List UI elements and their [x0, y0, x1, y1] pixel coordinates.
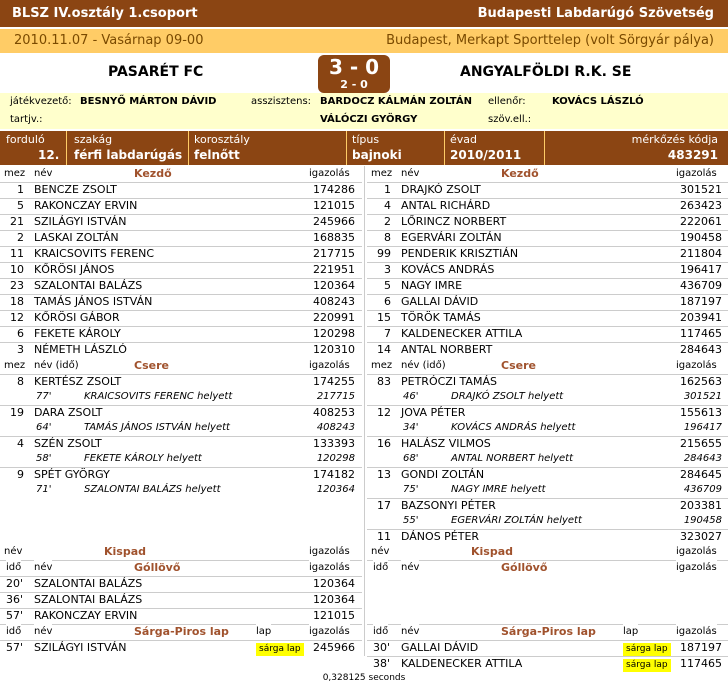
section-bench-title: Kispad — [471, 545, 514, 558]
sub-id: 203381 — [680, 499, 722, 512]
player-name: NÉMETH LÁSZLÓ — [34, 343, 127, 356]
card-player-id: 117465 — [680, 657, 722, 670]
col-time-header: idő — [6, 560, 21, 576]
goal-scorer: SZALONTAI BALÁZS — [34, 593, 143, 606]
col-card-header: lap — [623, 624, 638, 640]
type-value: bajnoki — [352, 148, 402, 162]
player-name: TÖRÖK TAMÁS — [401, 311, 481, 324]
card-player: GALLAI DÁVID — [401, 641, 479, 654]
section-goals-title: Góllövő — [134, 561, 181, 574]
sub-name: DÁNOS PÉTER — [401, 530, 480, 543]
section-subs-title: Csere — [134, 359, 169, 372]
sub-name: SPÉT GYÖRGY — [34, 468, 110, 481]
age-label: korosztály — [194, 133, 250, 146]
sub-name: BAZSONYI PÉTER — [401, 499, 496, 512]
sub-replaced-id: 408243 — [316, 422, 355, 433]
col-name-header: név — [371, 544, 389, 560]
match-venue: Budapest, Merkapt Sporttelep (volt Sörgyár pálya) — [386, 33, 714, 48]
player-name: SZALONTAI BALÁZS — [34, 279, 143, 292]
player-id: 187197 — [680, 295, 722, 308]
col-time-header: idő — [6, 624, 21, 640]
sub-id: 174255 — [313, 375, 355, 388]
sub-id: 408253 — [313, 406, 355, 419]
col-mez-header: mez — [371, 166, 392, 182]
player-id: 121015 — [313, 199, 355, 212]
referee-name: BESNYŐ MÁRTON DÁVID — [80, 96, 217, 107]
col-name-header: név — [34, 560, 52, 576]
away-team-name: ANGYALFÖLDI R.K. SE — [460, 64, 632, 80]
section-subs-title: Csere — [501, 359, 536, 372]
col-name-header: név — [34, 624, 52, 640]
sub-number: 13 — [377, 468, 391, 481]
player-id: 217715 — [313, 247, 355, 260]
player-number: 3 — [384, 263, 391, 276]
player-id: 221951 — [313, 263, 355, 276]
player-name: KŐRÖSI JÁNOS — [34, 263, 115, 276]
type-label: típus — [352, 133, 380, 146]
sub-replaced-id: 301521 — [683, 391, 722, 402]
goal-scorer: SZALONTAI BALÁZS — [34, 577, 143, 590]
card-player: SZILÁGYI ISTVÁN — [34, 641, 127, 654]
tartjv-label: tartjv.: — [10, 114, 43, 125]
player-id: 245966 — [313, 215, 355, 228]
player-id: 120298 — [313, 327, 355, 340]
player-id: 222061 — [680, 215, 722, 228]
player-number: 1 — [384, 183, 391, 196]
player-name: DRAJKÓ ZSOLT — [401, 183, 481, 196]
col-id-header: igazolás — [676, 166, 717, 182]
player-number: 5 — [384, 279, 391, 292]
player-number: 2 — [384, 215, 391, 228]
player-number: 4 — [384, 199, 391, 212]
player-name: GALLAI DÁVID — [401, 295, 479, 308]
player-name: LŐRINCZ NORBERT — [401, 215, 507, 228]
player-number: 18 — [10, 295, 24, 308]
sub-name: HALÁSZ VILMOS — [401, 437, 491, 450]
sub-number: 11 — [377, 530, 391, 543]
sub-id: 133393 — [313, 437, 355, 450]
player-id: 301521 — [680, 183, 722, 196]
sub-id: 162563 — [680, 375, 722, 388]
goal-time: 20' — [6, 577, 24, 590]
federation-name: Budapesti Labdarúgó Szövetség — [477, 6, 714, 21]
col-name-time-header: név (idő) — [401, 358, 446, 374]
col-name-time-header: név (idő) — [34, 358, 79, 374]
card-player-id: 245966 — [313, 641, 355, 654]
player-id: 190458 — [680, 231, 722, 244]
player-name: SZILÁGYI ISTVÁN — [34, 215, 127, 228]
sub-id: 215655 — [680, 437, 722, 450]
player-number: 23 — [10, 279, 24, 292]
branch-value: férfi labdarúgás — [74, 148, 183, 162]
yellow-card-badge: sárga lap — [623, 659, 671, 672]
player-id: 211804 — [680, 247, 722, 260]
sub-replaced-id: 436709 — [683, 484, 722, 495]
card-time: 57' — [6, 641, 24, 654]
yellow-card-badge: sárga lap — [256, 643, 304, 656]
sub-time: 71' — [36, 484, 52, 495]
assistant1-name: BARDOCZ KÁLMÁN ZOLTÁN — [320, 96, 472, 107]
sub-id: 174182 — [313, 468, 355, 481]
sub-replaced-id: 196417 — [683, 422, 722, 433]
card-time: 38' — [373, 657, 391, 670]
player-number: 14 — [377, 343, 391, 356]
col-mez-header: mez — [371, 358, 392, 374]
col-time-header: idő — [373, 560, 388, 576]
round-label: forduló — [6, 133, 45, 146]
player-id: 120310 — [313, 343, 355, 356]
final-score: 3 - 0 — [328, 55, 380, 79]
sub-time: 75' — [403, 484, 419, 495]
sub-number: 16 — [377, 437, 391, 450]
score-box — [318, 55, 390, 93]
sub-time: 64' — [36, 422, 52, 433]
sub-time: 55' — [403, 515, 419, 526]
sub-name: JOVA PÉTER — [401, 406, 466, 419]
col-name-header: név — [4, 544, 22, 560]
player-name: BENCZE ZSOLT — [34, 183, 117, 196]
controller-name: KOVÁCS LÁSZLÓ — [552, 96, 644, 107]
player-id: 408243 — [313, 295, 355, 308]
player-number: 6 — [17, 327, 24, 340]
sub-replaced: ANTAL NORBERT helyett — [451, 453, 573, 464]
code-value: 483291 — [667, 148, 718, 162]
player-name: KRAICSOVITS FERENC — [34, 247, 155, 260]
sub-name: KERTÉSZ ZSOLT — [34, 375, 122, 388]
col-mez-header: mez — [4, 358, 25, 374]
code-label: mérkőzés kódja — [631, 133, 718, 146]
goal-scorer-id: 120364 — [313, 577, 355, 590]
sub-replaced-id: 120364 — [316, 484, 355, 495]
sub-replaced: NAGY IMRE helyett — [451, 484, 546, 495]
section-cards-title: Sárga-Piros lap — [501, 625, 596, 638]
sub-replaced: SZALONTAI BALÁZS helyett — [84, 484, 221, 495]
card-player: KALDENECKER ATTILA — [401, 657, 523, 670]
player-number: 3 — [17, 343, 24, 356]
round-value: 12. — [38, 148, 60, 162]
player-id: 168835 — [313, 231, 355, 244]
player-name: KALDENECKER ATTILA — [401, 327, 523, 340]
player-number: 5 — [17, 199, 24, 212]
home-team-name: PASARÉT FC — [108, 64, 204, 80]
goal-scorer-id: 121015 — [313, 609, 355, 622]
sub-replaced: KRAICSOVITS FERENC helyett — [84, 391, 233, 402]
player-number: 12 — [10, 311, 24, 324]
player-number: 21 — [10, 215, 24, 228]
card-time: 30' — [373, 641, 391, 654]
section-start-title: Kezdő — [501, 167, 539, 180]
goal-scorer: RAKONCZAY ERVIN — [34, 609, 138, 622]
player-id: 203941 — [680, 311, 722, 324]
player-name: KOVÁCS ANDRÁS — [401, 263, 495, 276]
sub-replaced-id: 217715 — [316, 391, 355, 402]
assistant2-name: VÁLÓCZI GYÖRGY — [320, 114, 418, 125]
controller-label: ellenőr: — [488, 96, 526, 107]
sub-number: 83 — [377, 375, 391, 388]
section-bench-title: Kispad — [104, 545, 147, 558]
player-number: 10 — [10, 263, 24, 276]
sub-id: 323027 — [680, 530, 722, 543]
sub-time: 58' — [36, 453, 52, 464]
player-name: KŐRÖSI GÁBOR — [34, 311, 120, 324]
player-id: 436709 — [680, 279, 722, 292]
section-goals-title: Góllövő — [501, 561, 548, 574]
player-name: FEKETE KÁROLY — [34, 327, 121, 340]
player-name: PENDERIK KRISZTIÁN — [401, 247, 519, 260]
player-number: 99 — [377, 247, 391, 260]
player-number: 1 — [17, 183, 24, 196]
sub-replaced-id: 284643 — [683, 453, 722, 464]
col-id-header: igazolás — [309, 560, 350, 576]
col-name-header: név — [401, 624, 419, 640]
sub-time: 46' — [403, 391, 419, 402]
sub-number: 17 — [377, 499, 391, 512]
sub-number: 4 — [17, 437, 24, 450]
section-cards-title: Sárga-Piros lap — [134, 625, 229, 638]
match-info-bar — [0, 131, 728, 165]
goal-time: 36' — [6, 593, 24, 606]
league-name: BLSZ IV.osztály 1.csoport — [12, 6, 198, 21]
sub-number: 19 — [10, 406, 24, 419]
sub-replaced-id: 120298 — [316, 453, 355, 464]
league-header — [0, 0, 728, 27]
col-id-header: igazolás — [676, 560, 717, 576]
player-id: 196417 — [680, 263, 722, 276]
sub-replaced: KOVÁCS ANDRÁS helyett — [451, 422, 576, 433]
player-id: 117465 — [680, 327, 722, 340]
player-name: ANTAL RICHÁRD — [401, 199, 491, 212]
player-id: 284643 — [680, 343, 722, 356]
sub-id: 155613 — [680, 406, 722, 419]
col-id-header: igazolás — [309, 544, 350, 560]
goal-time: 57' — [6, 609, 24, 622]
match-datetime: 2010.11.07 - Vasárnap 09-00 — [14, 33, 204, 48]
sub-replaced: DRAJKÓ ZSOLT helyett — [451, 391, 564, 402]
branch-label: szakág — [74, 133, 113, 146]
season-label: évad — [450, 133, 478, 146]
sub-id: 284645 — [680, 468, 722, 481]
col-name-header: név — [401, 560, 419, 576]
player-number: 6 — [384, 295, 391, 308]
player-number: 8 — [384, 231, 391, 244]
col-mez-header: mez — [4, 166, 25, 182]
player-name: EGERVÁRI ZOLTÁN — [401, 231, 502, 244]
sub-replaced: TAMÁS JÁNOS ISTVÁN helyett — [84, 422, 230, 433]
col-id-header: igazolás — [676, 358, 717, 374]
col-name-header: név — [401, 166, 419, 182]
player-id: 220991 — [313, 311, 355, 324]
sub-time: 77' — [36, 391, 52, 402]
player-number: 15 — [377, 311, 391, 324]
sub-name: SZÉN ZSOLT — [34, 437, 102, 450]
player-name: TAMÁS JÁNOS ISTVÁN — [34, 295, 153, 308]
age-value: felnőtt — [194, 148, 240, 162]
goal-scorer-id: 120364 — [313, 593, 355, 606]
render-time: 0,328125 seconds — [322, 673, 406, 683]
assistant-label: asszisztens: — [251, 96, 312, 107]
col-id-header: igazolás — [309, 358, 350, 374]
player-name: RAKONCZAY ERVIN — [34, 199, 138, 212]
player-number: 7 — [384, 327, 391, 340]
col-id-header: igazolás — [309, 624, 350, 640]
sub-time: 34' — [403, 422, 419, 433]
section-start-title: Kezdő — [134, 167, 172, 180]
player-name: LASKAI ZOLTÁN — [34, 231, 119, 244]
player-name: ANTAL NORBERT — [401, 343, 493, 356]
col-id-header: igazolás — [309, 166, 350, 182]
officials-panel — [0, 93, 728, 129]
sub-name: DARA ZSOLT — [34, 406, 103, 419]
season-value: 2010/2011 — [450, 148, 522, 162]
col-time-header: idő — [373, 624, 388, 640]
sub-name: GONDI ZOLTÁN — [401, 468, 485, 481]
match-date-venue — [0, 29, 728, 53]
sub-replaced: EGERVÁRI ZOLTÁN helyett — [451, 515, 582, 526]
sub-replaced: FEKETE KÁROLY helyett — [84, 453, 202, 464]
yellow-card-badge: sárga lap — [623, 643, 671, 656]
player-id: 174286 — [313, 183, 355, 196]
sub-number: 9 — [17, 468, 24, 481]
referee-label: játékvezető: — [10, 96, 72, 107]
col-card-header: lap — [256, 624, 271, 640]
sub-number: 8 — [17, 375, 24, 388]
player-number: 2 — [17, 231, 24, 244]
sub-replaced-id: 190458 — [683, 515, 722, 526]
player-name: NAGY IMRE — [401, 279, 463, 292]
sub-time: 68' — [403, 453, 419, 464]
sub-number: 12 — [377, 406, 391, 419]
col-id-header: igazolás — [676, 544, 717, 560]
card-player-id: 187197 — [680, 641, 722, 654]
col-name-header: név — [34, 166, 52, 182]
sub-name: PETRÓCZI TAMÁS — [401, 375, 497, 388]
player-id: 263423 — [680, 199, 722, 212]
player-number: 11 — [10, 247, 24, 260]
szovell-label: szöv.ell.: — [488, 114, 532, 125]
player-id: 120364 — [313, 279, 355, 292]
halftime-score: 2 - 0 — [340, 78, 368, 91]
col-id-header: igazolás — [676, 624, 717, 640]
